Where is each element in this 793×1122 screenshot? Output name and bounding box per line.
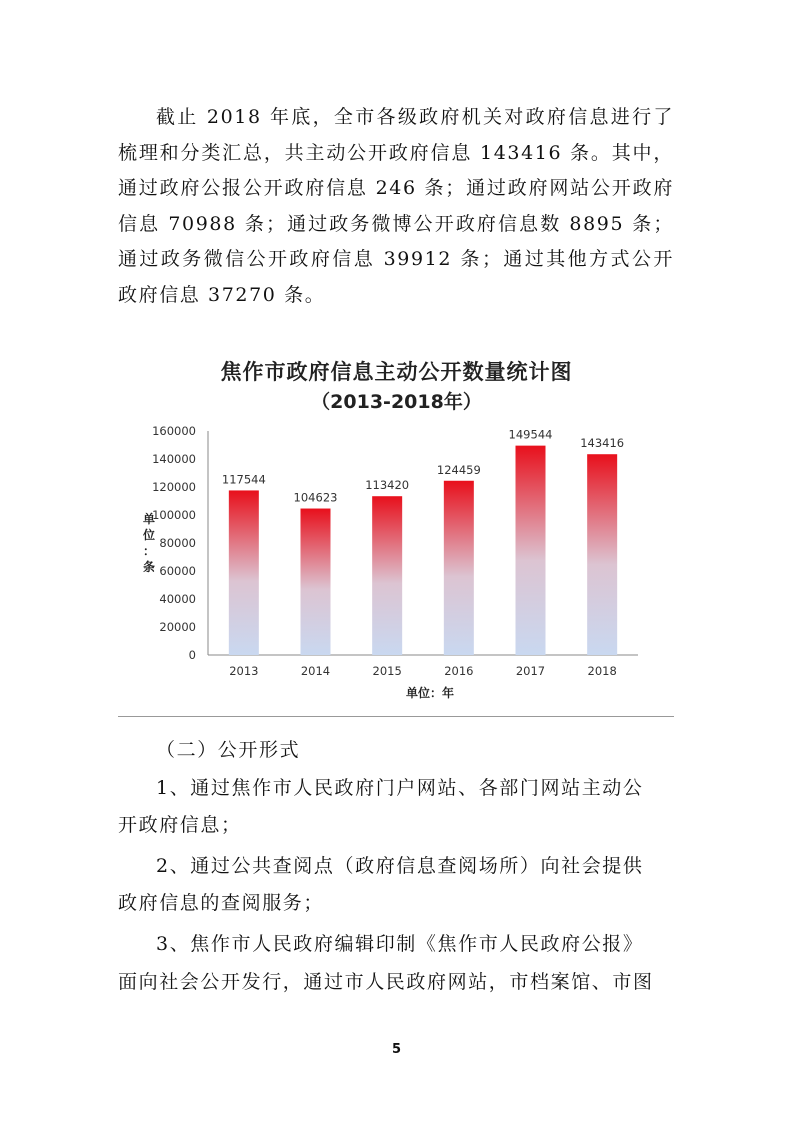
y-tick-label: 40000 — [159, 592, 196, 606]
section-heading: （二）公开形式 — [156, 739, 301, 761]
bar-2016 — [444, 481, 474, 655]
x-tick-label-2015: 2015 — [372, 664, 402, 678]
y-tick-label: 160000 — [152, 424, 196, 438]
bar-2013 — [229, 490, 259, 655]
y-tick-label: 120000 — [152, 480, 196, 494]
data-label-2014: 104623 — [293, 490, 338, 505]
bar-2014 — [301, 509, 331, 655]
y-tick-label: 100000 — [152, 508, 196, 522]
y-tick-label: 0 — [188, 648, 196, 662]
x-tick-label-2013: 2013 — [229, 664, 259, 678]
y-axis-label: 单位：条 — [143, 512, 156, 574]
bar-2017 — [516, 446, 546, 655]
y-tick-label: 80000 — [159, 536, 196, 550]
data-label-2017: 149544 — [508, 427, 553, 442]
y-tick-label: 60000 — [159, 564, 196, 578]
item-3-line-2: 面向社会公开发行，通过市人民政府网站，市档案馆、市图 — [118, 971, 654, 993]
x-tick-label-2016: 2016 — [444, 664, 474, 678]
page-number: 5 — [391, 1042, 402, 1057]
bar-2015 — [372, 496, 402, 655]
data-label-2015: 113420 — [365, 478, 410, 493]
item-2-line-1: 2、通过公共查阅点（政府信息查阅场所）向社会提供 — [156, 855, 644, 877]
data-label-2016: 124459 — [436, 462, 481, 477]
y-tick-label: 140000 — [152, 452, 196, 466]
divider-line — [118, 716, 674, 717]
item-1-line-1: 1、通过焦作市人民政府门户网站、各部门网站主动公 — [156, 777, 644, 799]
data-label-2013: 117544 — [221, 472, 266, 487]
x-tick-label-2014: 2014 — [300, 664, 331, 678]
intro-paragraph: 截止 2018 年底，全市各级政府机关对政府信息进行了梳理和分类汇总，共主动公开政府信息 143416 条。其中，通过政府公报公开政府信息 246 条；通过政府网站公开政府信息 70988 条；通过政务微博公开政府信息数 8895 条；通过政务微信公开政府信息 39912 条；通过其他方式公开政府信息 37270 条。 — [118, 106, 674, 306]
data-label-2018: 143416 — [580, 436, 625, 451]
item-3-line-1: 3、焦作市人民政府编辑印制《焦作市人民政府公报》 — [156, 933, 644, 955]
item-2-line-2: 政府信息的查阅服务； — [118, 892, 325, 914]
x-axis-label: 单位：年 — [405, 686, 455, 700]
chart-title: 焦作市政府信息主动公开数量统计图 — [220, 360, 573, 384]
bar-2018 — [587, 454, 617, 655]
bar-chart — [130, 415, 650, 705]
chart-subtitle: （2013-2018年） — [311, 391, 482, 413]
y-tick-label: 20000 — [159, 620, 196, 634]
item-1-line-2: 开政府信息； — [118, 814, 242, 836]
x-tick-label-2018: 2018 — [587, 664, 617, 678]
x-tick-label-2017: 2017 — [515, 664, 546, 678]
